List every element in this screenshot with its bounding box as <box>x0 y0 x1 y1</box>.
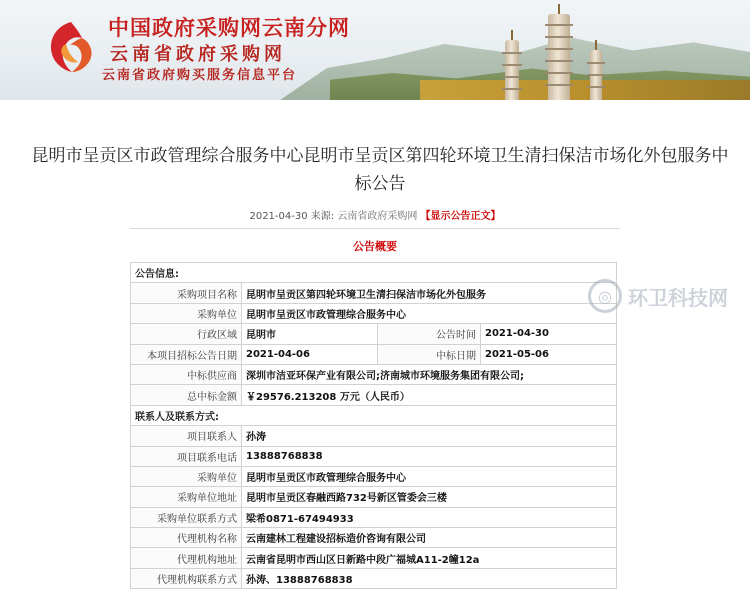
table-row <box>131 507 617 527</box>
announcement-info-table <box>130 262 617 589</box>
table-row <box>131 385 617 405</box>
field-value: 梁希0871-67494933 <box>242 507 617 527</box>
table-row <box>131 263 617 283</box>
table-row <box>131 548 617 568</box>
field-label: 行政区域 <box>131 324 242 344</box>
field-value: 13888768838 <box>242 446 617 466</box>
field-value: 2021-05-06 <box>481 344 617 364</box>
field-label: 中标供应商 <box>131 364 242 384</box>
page-title: 昆明市呈贡区市政管理综合服务中心昆明市呈贡区第四轮环境卫生清扫保洁市场化外包服务中标公告 <box>31 146 729 194</box>
field-value: 昆明市呈贡区春融西路732号新区管委会三楼 <box>242 487 617 507</box>
field-label: 采购单位 <box>131 466 242 486</box>
field-value: 深圳市洁亚环保产业有限公司;济南城市环境服务集团有限公司; <box>242 364 617 384</box>
government-procurement-logo-icon <box>42 18 100 76</box>
pagoda-main-icon <box>548 14 570 100</box>
field-label: 采购单位地址 <box>131 487 242 507</box>
table-row <box>131 364 617 384</box>
watermark-text: 环卫科技网 <box>628 285 728 310</box>
table-row <box>131 426 617 446</box>
source-label: 来源: <box>310 211 335 222</box>
pagoda-right-icon <box>590 50 602 100</box>
field-label: 代理机构名称 <box>131 528 242 548</box>
table-row <box>131 283 617 303</box>
pagoda-left-icon <box>505 40 519 100</box>
table-row <box>131 528 617 548</box>
table-row <box>131 405 617 425</box>
field-label: 项目联系电话 <box>131 446 242 466</box>
table-row <box>131 466 617 486</box>
field-value: 昆明市呈贡区市政管理综合服务中心 <box>242 303 617 323</box>
section-heading-info: 公告信息: <box>131 263 617 283</box>
table-row <box>131 344 617 364</box>
table-row <box>131 324 617 344</box>
source-name: 云南省政府采购网 <box>337 211 418 222</box>
publish-date: 2021-04-30 <box>249 211 308 222</box>
field-label: 采购单位 <box>131 303 242 323</box>
banner-title-main: 中国政府采购网云南分网 <box>108 15 350 40</box>
field-label: 代理机构联系方式 <box>131 568 242 588</box>
table-row <box>131 487 617 507</box>
watermark <box>588 276 728 316</box>
table-row <box>131 446 617 466</box>
field-value: 昆明市呈贡区第四轮环境卫生清扫保洁市场化外包服务 <box>242 283 617 303</box>
field-value: 2021-04-30 <box>481 324 617 344</box>
field-label: 采购项目名称 <box>131 283 242 303</box>
field-value: ￥29576.213208 万元（人民币） <box>242 385 617 405</box>
field-label: 总中标金额 <box>131 385 242 405</box>
banner-field <box>420 80 750 100</box>
table-row <box>131 303 617 323</box>
field-value: 昆明市呈贡区市政管理综合服务中心 <box>242 466 617 486</box>
field-label: 代理机构地址 <box>131 548 242 568</box>
summary-heading: 公告概要 <box>353 240 397 253</box>
field-value: 昆明市 <box>242 324 378 344</box>
watermark-logo-icon: ◎ <box>588 279 622 313</box>
article-meta <box>0 207 750 222</box>
field-label: 项目联系人 <box>131 426 242 446</box>
site-banner <box>0 0 750 100</box>
field-value: 孙涛 <box>242 426 617 446</box>
field-label: 本项目招标公告日期 <box>131 344 242 364</box>
section-heading-contact: 联系人及联系方式: <box>131 405 617 425</box>
banner-title-sub: 云南省政府采购网 <box>110 44 286 65</box>
field-value: 云南省昆明市西山区日新路中段广福城A11-2幢12a <box>242 548 617 568</box>
show-announcement-link[interactable]: 【显示公告正文】 <box>420 211 501 222</box>
field-value: 云南建林工程建设招标造价咨询有限公司 <box>242 528 617 548</box>
divider <box>130 228 620 229</box>
field-label: 公告时间 <box>378 324 481 344</box>
field-label: 采购单位联系方式 <box>131 507 242 527</box>
field-label: 中标日期 <box>378 344 481 364</box>
banner-title-tagline: 云南省政府购买服务信息平台 <box>102 68 298 83</box>
field-value: 2021-04-06 <box>242 344 378 364</box>
field-value: 孙涛、13888768838 <box>242 568 617 588</box>
